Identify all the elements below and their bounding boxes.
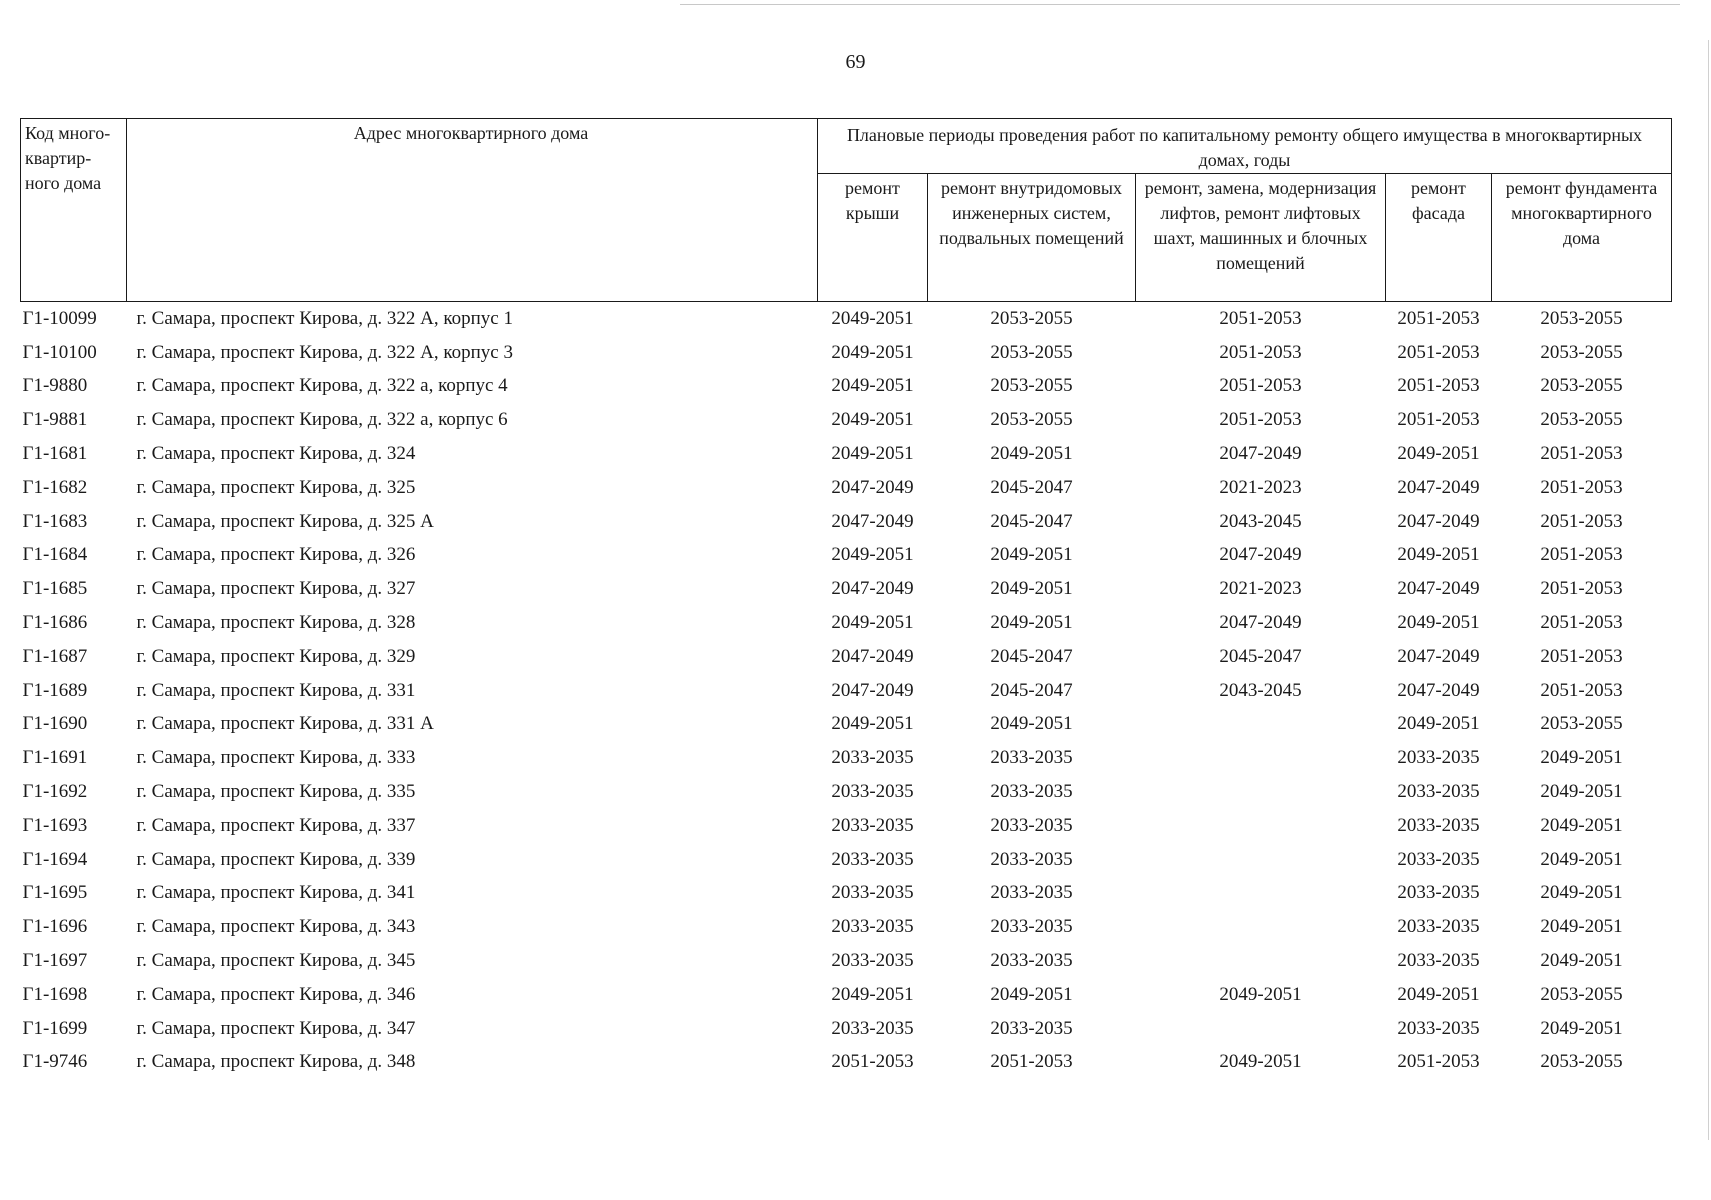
cell-lifts: 2045-2047 <box>1219 645 1302 667</box>
cell-lifts: 2021-2023 <box>1219 578 1302 600</box>
cell-engineering: 2045-2047 <box>990 510 1073 532</box>
cell-code: Г1-1689 <box>22 679 88 701</box>
cell-lifts <box>1136 809 1386 843</box>
cell-roof: 2033-2035 <box>831 916 914 938</box>
cell-code: Г1-1695 <box>22 882 88 904</box>
cell-facade: 2049-2051 <box>1397 612 1480 634</box>
cell-foundation: 2049-2051 <box>1540 950 1623 972</box>
cell-foundation: 2053-2055 <box>1540 1051 1623 1073</box>
cell-facade: 2049-2051 <box>1397 544 1480 566</box>
cell-address: г. Самара, проспект Кирова, д. 328 <box>136 612 416 634</box>
cell-facade: 2033-2035 <box>1397 882 1480 904</box>
cell-facade: 2051-2053 <box>1397 341 1480 363</box>
cell-code: Г1-10099 <box>22 307 97 329</box>
cell-address: г. Самара, проспект Кирова, д. 322 А, корпус 3 <box>136 341 513 363</box>
cell-code: Г1-1684 <box>22 544 88 566</box>
cell-engineering: 2053-2055 <box>990 307 1073 329</box>
cell-lifts <box>1136 877 1386 911</box>
cell-roof: 2033-2035 <box>831 848 914 870</box>
cell-engineering: 2049-2051 <box>990 612 1073 634</box>
cell-address: г. Самара, проспект Кирова, д. 331 А <box>136 713 434 735</box>
cell-code: Г1-1692 <box>22 781 88 803</box>
cell-facade: 2047-2049 <box>1397 679 1480 701</box>
cell-engineering: 2051-2053 <box>990 1051 1073 1073</box>
cell-lifts <box>1136 1012 1386 1046</box>
cell-engineering: 2033-2035 <box>990 916 1073 938</box>
cell-roof: 2049-2051 <box>831 713 914 735</box>
cell-lifts: 2043-2045 <box>1219 510 1302 532</box>
cell-engineering: 2045-2047 <box>990 679 1073 701</box>
cell-engineering: 2049-2051 <box>990 983 1073 1005</box>
cell-address: г. Самара, проспект Кирова, д. 333 <box>136 747 416 769</box>
cell-roof: 2049-2051 <box>831 443 914 465</box>
cell-facade: 2047-2049 <box>1397 510 1480 532</box>
table-row <box>21 809 1672 843</box>
cell-facade: 2049-2051 <box>1397 443 1480 465</box>
table-row <box>21 708 1672 742</box>
cell-code: Г1-1696 <box>22 916 88 938</box>
cell-facade: 2051-2053 <box>1397 409 1480 431</box>
cell-code: Г1-1691 <box>22 747 88 769</box>
table-row <box>21 471 1672 505</box>
cell-lifts: 2051-2053 <box>1219 375 1302 397</box>
cell-code: Г1-1685 <box>22 578 88 600</box>
cell-engineering: 2033-2035 <box>990 950 1073 972</box>
cell-foundation: 2051-2053 <box>1540 645 1623 667</box>
cell-roof: 2033-2035 <box>831 950 914 972</box>
cell-facade: 2033-2035 <box>1397 781 1480 803</box>
cell-code: Г1-1686 <box>22 612 88 634</box>
cell-lifts: 2021-2023 <box>1219 476 1302 498</box>
cell-roof: 2033-2035 <box>831 1017 914 1039</box>
cell-address: г. Самара, проспект Кирова, д. 325 <box>136 476 416 498</box>
cell-roof: 2049-2051 <box>831 612 914 634</box>
cell-facade: 2033-2035 <box>1397 950 1480 972</box>
table-body <box>21 302 1672 1080</box>
cell-engineering: 2049-2051 <box>990 544 1073 566</box>
table-row <box>21 978 1672 1012</box>
cell-engineering: 2033-2035 <box>990 814 1073 836</box>
cell-roof: 2049-2051 <box>831 983 914 1005</box>
cell-roof: 2047-2049 <box>831 679 914 701</box>
cell-code: Г1-1697 <box>22 950 88 972</box>
table-row <box>21 674 1672 708</box>
cell-engineering: 2033-2035 <box>990 1017 1073 1039</box>
cell-code: Г1-1694 <box>22 848 88 870</box>
cell-foundation: 2053-2055 <box>1540 375 1623 397</box>
table-row <box>21 1046 1672 1080</box>
cell-foundation: 2051-2053 <box>1540 612 1623 634</box>
header-code: Код много-квартир-ного дома <box>21 119 127 302</box>
cell-address: г. Самара, проспект Кирова, д. 337 <box>136 814 416 836</box>
cell-lifts <box>1136 843 1386 877</box>
cell-foundation: 2053-2055 <box>1540 983 1623 1005</box>
table-row <box>21 741 1672 775</box>
cell-facade: 2049-2051 <box>1397 713 1480 735</box>
cell-code: Г1-1687 <box>22 645 88 667</box>
cell-foundation: 2051-2053 <box>1540 679 1623 701</box>
cell-roof: 2033-2035 <box>831 814 914 836</box>
cell-lifts: 2049-2051 <box>1219 1051 1302 1073</box>
cell-foundation: 2053-2055 <box>1540 713 1623 735</box>
table-row <box>21 336 1672 370</box>
cell-engineering: 2049-2051 <box>990 443 1073 465</box>
cell-facade: 2033-2035 <box>1397 1017 1480 1039</box>
cell-address: г. Самара, проспект Кирова, д. 339 <box>136 848 416 870</box>
scan-top-rule <box>680 4 1680 5</box>
cell-foundation: 2051-2053 <box>1540 476 1623 498</box>
cell-foundation: 2049-2051 <box>1540 781 1623 803</box>
cell-lifts <box>1136 910 1386 944</box>
cell-address: г. Самара, проспект Кирова, д. 346 <box>136 983 416 1005</box>
cell-roof: 2047-2049 <box>831 645 914 667</box>
cell-facade: 2047-2049 <box>1397 645 1480 667</box>
cell-roof: 2047-2049 <box>831 476 914 498</box>
cell-facade: 2033-2035 <box>1397 916 1480 938</box>
cell-lifts: 2047-2049 <box>1219 443 1302 465</box>
cell-address: г. Самара, проспект Кирова, д. 322 а, корпус 4 <box>136 375 508 397</box>
cell-address: г. Самара, проспект Кирова, д. 329 <box>136 645 416 667</box>
cell-foundation: 2053-2055 <box>1540 341 1623 363</box>
cell-lifts: 2051-2053 <box>1219 341 1302 363</box>
table-row <box>21 910 1672 944</box>
table-row <box>21 877 1672 911</box>
cell-facade: 2051-2053 <box>1397 307 1480 329</box>
repair-schedule-table <box>20 118 1672 1079</box>
cell-facade: 2033-2035 <box>1397 747 1480 769</box>
cell-engineering: 2045-2047 <box>990 645 1073 667</box>
cell-lifts <box>1136 944 1386 978</box>
header-facade: ремонт фасада <box>1386 174 1492 302</box>
cell-address: г. Самара, проспект Кирова, д. 322 А, корпус 1 <box>136 307 513 329</box>
cell-roof: 2033-2035 <box>831 781 914 803</box>
cell-facade: 2051-2053 <box>1397 1051 1480 1073</box>
page-number: 69 <box>845 51 866 73</box>
cell-address: г. Самара, проспект Кирова, д. 335 <box>136 781 416 803</box>
cell-facade: 2047-2049 <box>1397 476 1480 498</box>
cell-foundation: 2049-2051 <box>1540 848 1623 870</box>
cell-code: Г1-9880 <box>22 375 88 397</box>
cell-facade: 2051-2053 <box>1397 375 1480 397</box>
cell-address: г. Самара, проспект Кирова, д. 326 <box>136 544 416 566</box>
cell-facade: 2047-2049 <box>1397 578 1480 600</box>
cell-foundation: 2049-2051 <box>1540 747 1623 769</box>
cell-code: Г1-10100 <box>22 341 97 363</box>
table-row <box>21 302 1672 336</box>
cell-address: г. Самара, проспект Кирова, д. 325 А <box>136 510 434 532</box>
cell-facade: 2049-2051 <box>1397 983 1480 1005</box>
cell-address: г. Самара, проспект Кирова, д. 331 <box>136 679 416 701</box>
cell-roof: 2051-2053 <box>831 1051 914 1073</box>
cell-code: Г1-9746 <box>22 1051 88 1073</box>
cell-engineering: 2049-2051 <box>990 578 1073 600</box>
cell-engineering: 2049-2051 <box>990 713 1073 735</box>
table-row <box>21 944 1672 978</box>
cell-address: г. Самара, проспект Кирова, д. 341 <box>136 882 416 904</box>
cell-lifts: 2043-2045 <box>1219 679 1302 701</box>
cell-code: Г1-1682 <box>22 476 88 498</box>
cell-foundation: 2051-2053 <box>1540 544 1623 566</box>
table-row <box>21 437 1672 471</box>
cell-engineering: 2033-2035 <box>990 747 1073 769</box>
cell-roof: 2047-2049 <box>831 510 914 532</box>
table-row <box>21 640 1672 674</box>
cell-roof: 2033-2035 <box>831 882 914 904</box>
cell-engineering: 2053-2055 <box>990 409 1073 431</box>
cell-address: г. Самара, проспект Кирова, д. 322 а, корпус 6 <box>136 409 508 431</box>
cell-code: Г1-1699 <box>22 1017 88 1039</box>
cell-lifts <box>1136 741 1386 775</box>
cell-foundation: 2051-2053 <box>1540 443 1623 465</box>
cell-engineering: 2033-2035 <box>990 781 1073 803</box>
cell-engineering: 2045-2047 <box>990 476 1073 498</box>
cell-foundation: 2053-2055 <box>1540 409 1623 431</box>
header-foundation: ремонт фундамента многоквартирного дома <box>1492 174 1672 302</box>
cell-address: г. Самара, проспект Кирова, д. 347 <box>136 1017 416 1039</box>
cell-code: Г1-1690 <box>22 713 88 735</box>
cell-facade: 2033-2035 <box>1397 814 1480 836</box>
cell-code: Г1-1693 <box>22 814 88 836</box>
cell-lifts: 2047-2049 <box>1219 544 1302 566</box>
table-row <box>21 606 1672 640</box>
cell-roof: 2049-2051 <box>831 341 914 363</box>
cell-code: Г1-1681 <box>22 443 88 465</box>
header-address: Адрес многоквартирного дома <box>127 119 818 302</box>
cell-lifts <box>1136 775 1386 809</box>
cell-foundation: 2049-2051 <box>1540 916 1623 938</box>
cell-foundation: 2051-2053 <box>1540 578 1623 600</box>
cell-engineering: 2053-2055 <box>990 341 1073 363</box>
cell-address: г. Самара, проспект Кирова, д. 327 <box>136 578 416 600</box>
table-row <box>21 572 1672 606</box>
table-row <box>21 1012 1672 1046</box>
table-row <box>21 403 1672 437</box>
cell-foundation: 2053-2055 <box>1540 307 1623 329</box>
cell-roof: 2049-2051 <box>831 409 914 431</box>
cell-lifts <box>1136 708 1386 742</box>
header-roof: ремонт крыши <box>818 174 928 302</box>
cell-code: Г1-1683 <box>22 510 88 532</box>
cell-roof: 2033-2035 <box>831 747 914 769</box>
table-row <box>21 370 1672 404</box>
cell-engineering: 2033-2035 <box>990 848 1073 870</box>
cell-roof: 2049-2051 <box>831 544 914 566</box>
cell-lifts: 2051-2053 <box>1219 409 1302 431</box>
cell-lifts: 2049-2051 <box>1219 983 1302 1005</box>
header-lifts: ремонт, замена, модернизация лифтов, ремонт лифтовых шахт, машинных и блочных помещений <box>1136 174 1386 302</box>
cell-address: г. Самара, проспект Кирова, д. 345 <box>136 950 416 972</box>
cell-foundation: 2051-2053 <box>1540 510 1623 532</box>
table-row <box>21 843 1672 877</box>
cell-engineering: 2053-2055 <box>990 375 1073 397</box>
cell-foundation: 2049-2051 <box>1540 882 1623 904</box>
cell-roof: 2049-2051 <box>831 307 914 329</box>
cell-code: Г1-1698 <box>22 983 88 1005</box>
table-header <box>21 119 1672 302</box>
table-row <box>21 539 1672 573</box>
cell-foundation: 2049-2051 <box>1540 1017 1623 1039</box>
cell-foundation: 2049-2051 <box>1540 814 1623 836</box>
cell-lifts: 2051-2053 <box>1219 307 1302 329</box>
cell-facade: 2033-2035 <box>1397 848 1480 870</box>
cell-engineering: 2033-2035 <box>990 882 1073 904</box>
cell-address: г. Самара, проспект Кирова, д. 348 <box>136 1051 416 1073</box>
scan-right-edge <box>1708 40 1709 1140</box>
cell-code: Г1-9881 <box>22 409 88 431</box>
table-row <box>21 775 1672 809</box>
table-row <box>21 505 1672 539</box>
cell-lifts: 2047-2049 <box>1219 612 1302 634</box>
header-engineering: ремонт внутридомовых инженерных систем, подвальных помещений <box>928 174 1136 302</box>
header-planned-periods: Плановые периоды проведения работ по капитальному ремонту общего имущества в многоквартирных домах, годы <box>818 119 1672 174</box>
cell-roof: 2049-2051 <box>831 375 914 397</box>
cell-roof: 2047-2049 <box>831 578 914 600</box>
cell-address: г. Самара, проспект Кирова, д. 324 <box>136 443 416 465</box>
cell-address: г. Самара, проспект Кирова, д. 343 <box>136 916 416 938</box>
